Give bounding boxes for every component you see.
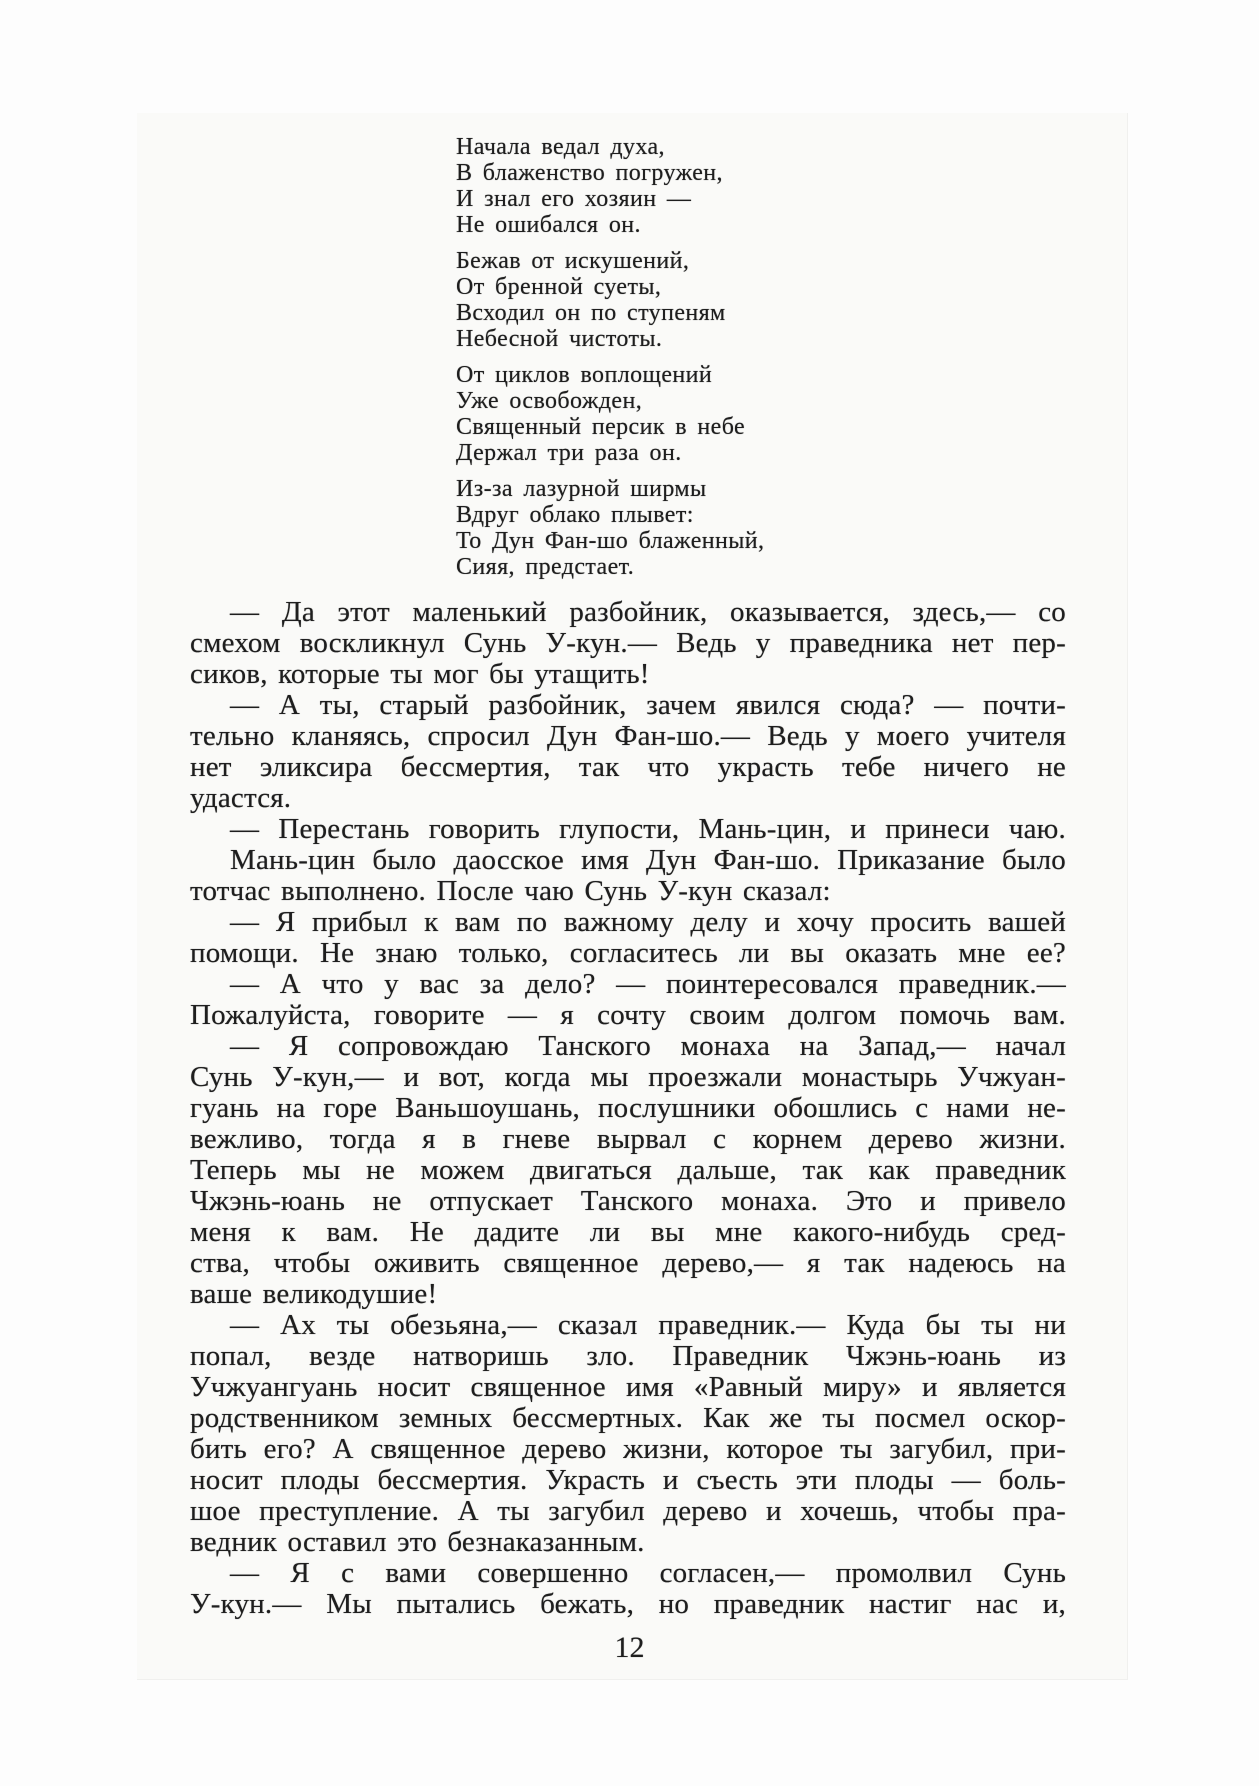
prose-line: родственником земных бессмертных. Как же ты посмел оскор- (190, 1402, 1066, 1434)
prose-line: сиков, которые ты мог бы утащить! (190, 658, 650, 690)
poem-stanza-2 (456, 248, 764, 352)
poem-stanza-1 (456, 134, 764, 238)
prose-line: — А ты, старый разбойник, зачем явился сюда? — почти- (230, 689, 1066, 721)
poem-line: Уже освобожден, (456, 388, 643, 414)
poem-stanza-3 (456, 362, 764, 466)
prose-line: — Ах ты обезьяна,— сказал праведник.— Куда бы ты ни (230, 1309, 1066, 1341)
poem-line: Бежав от искушений, (456, 248, 690, 274)
prose-line: — А что у вас за дело? — поинтересовался праведник.— (230, 968, 1066, 1000)
poem-line: То Дун Фан-шо блаженный, (456, 528, 765, 554)
prose-line: — Да этот маленький разбойник, оказывается, здесь,— со (230, 596, 1066, 628)
prose-line: — Я с вами совершенно согласен,— промолвил Сунь (230, 1557, 1066, 1589)
prose-line: Пожалуйста, говорите — я сочту своим долгом помочь вам. (190, 999, 1066, 1031)
prose-line: ства, чтобы оживить священное дерево,— я так надеюсь на (190, 1247, 1066, 1279)
prose-line: ведник оставил это безнаказанным. (190, 1526, 645, 1558)
poem-line: Начала ведал духа, (456, 134, 665, 160)
prose-line: Сунь У-кун,— и вот, когда мы проезжали монастырь Учжуан- (190, 1061, 1066, 1093)
prose-line: смехом воскликнул Сунь У-кун.— Ведь у праведника нет пер- (190, 627, 1066, 659)
poem-line: Из-за лазурной ширмы (456, 476, 707, 502)
prose-line: удастся. (190, 782, 292, 814)
poem-line: Священный персик в небе (456, 414, 746, 440)
prose-line: тотчас выполнено. После чаю Сунь У-кун сказал: (190, 875, 831, 907)
prose-line: шое преступление. А ты загубил дерево и хочешь, чтобы пра- (190, 1495, 1066, 1527)
prose-line: — Перестань говорить глупости, Мань-цин, и принеси чаю. (230, 813, 1066, 845)
prose-line: носит плоды бессмертия. Украсть и съесть эти плоды — боль- (190, 1464, 1066, 1496)
poem-line: В блаженство погружен, (456, 160, 723, 186)
poem-line: Сияя, предстает. (456, 554, 635, 580)
prose-line: — Я сопровождаю Танского монаха на Запад,— начал (230, 1030, 1066, 1062)
prose-line: Учжуангуань носит священное имя «Равный миру» и является (190, 1371, 1066, 1403)
prose-line: бить его? А священное дерево жизни, которое ты загубил, при- (190, 1433, 1066, 1465)
poem-line: Небесной чистоты. (456, 326, 663, 352)
poem-line: Держал три раза он. (456, 440, 682, 466)
prose-line: вежливо, тогда я в гневе вырвал с корнем дерево жизни. (190, 1123, 1066, 1155)
prose-line: гуань на горе Ваньшоушань, послушники обошлись с нами не- (190, 1092, 1066, 1124)
poem-line: От бренной суеты, (456, 274, 662, 300)
prose-line: нет эликсира бессмертия, так что украсть тебе ничего не (190, 751, 1066, 783)
prose-line: Мань-цин было даосское имя Дун Фан-шо. Приказание было (230, 844, 1066, 876)
poem-line: Всходил он по ступеням (456, 300, 726, 326)
prose-line: тельно кланяясь, спросил Дун Фан-шо.— Ведь у моего учителя (190, 720, 1066, 752)
poem-line: И знал его хозяин — (456, 186, 692, 212)
prose-text (190, 597, 1066, 1620)
prose-line: — Я прибыл к вам по важному делу и хочу просить вашей (230, 906, 1066, 938)
prose-line: помощи. Не знаю только, согласитесь ли вы оказать мне ее? (190, 937, 1066, 969)
page-number: 12 (614, 1631, 645, 1664)
prose-line: ваше великодушие! (190, 1278, 438, 1310)
prose-line: меня к вам. Не дадите ли вы мне какого-нибудь сред- (190, 1216, 1066, 1248)
prose-line: Чжэнь-юань не отпускает Танского монаха. Это и привело (190, 1185, 1066, 1217)
prose-line: У-кун.— Мы пытались бежать, но праведник настиг нас и, (190, 1588, 1066, 1620)
prose-line: попал, везде натворишь зло. Праведник Чжэнь-юань из (190, 1340, 1066, 1372)
poem-line: Вдруг облако плывет: (456, 502, 694, 528)
poem-line: От циклов воплощений (456, 362, 713, 388)
prose-line: Теперь мы не можем двигаться дальше, так как праведник (190, 1154, 1066, 1186)
poem-line: Не ошибался он. (456, 212, 641, 238)
poem (456, 134, 764, 580)
poem-stanza-4 (456, 476, 764, 580)
